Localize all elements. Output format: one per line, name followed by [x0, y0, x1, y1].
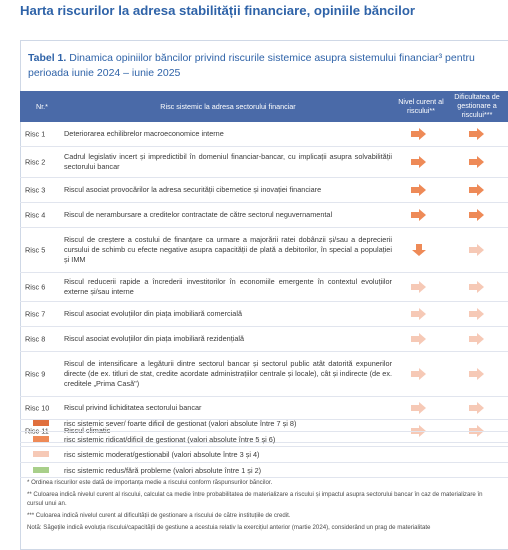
risk-description: Riscul asociat evoluțiilor din piața imobiliară comercială	[64, 309, 243, 318]
current-level-arrow-icon	[411, 281, 427, 293]
header-risk: Risc sistemic la adresa sectorului financiar	[160, 102, 296, 111]
table-caption	[28, 51, 500, 81]
risk-description: Riscul de creștere a costului de finanțare ca urmare a majorării ratei dobânzii și/sau a deprecierii cursului de schimb cu efecte negative asupra capacității de plată a debitorilor, în special a populației și IMM	[64, 235, 392, 264]
management-difficulty-arrow-icon	[469, 333, 485, 345]
legend-swatch	[33, 467, 49, 473]
management-difficulty-arrow-icon	[469, 368, 485, 380]
table-notes	[27, 478, 497, 535]
table-row	[20, 122, 508, 147]
risk-id: Risc 3	[25, 185, 46, 195]
risk-description: Riscul de intensificare a legăturii dintre sectorul bancar și sectorul public atât datorită expunerilor directe (de ex. titluri de stat, credite acordate administrațiilor centrale și locale), cât și indirecte (de ex. creditele „Prima Casă")	[64, 359, 392, 388]
current-level-arrow-icon	[411, 368, 427, 380]
risk-id: Risc 9	[25, 369, 46, 379]
table-row	[20, 178, 508, 203]
management-difficulty-arrow-icon	[469, 308, 485, 320]
risk-id: Risc 6	[25, 282, 46, 292]
current-level-arrow-icon	[411, 308, 427, 320]
header-current-level: Nivel curent al riscului**	[398, 97, 444, 115]
table-caption-text: Dinamica opiniilor băncilor privind riscurile sistemice asupra sistemului financiar³ pentru perioada iunie 2024 – iunie 2025	[28, 52, 475, 79]
risk-description: Riscul climatic	[64, 426, 111, 435]
table-caption-label: Tabel 1.	[28, 52, 67, 64]
risk-description: Riscul de nerambursare a creditelor contractate de către sectorul neguvernamental	[64, 210, 333, 219]
table-row	[20, 327, 508, 352]
current-level-arrow-icon	[411, 209, 427, 221]
management-difficulty-arrow-icon	[469, 281, 485, 293]
current-level-arrow-icon	[411, 128, 427, 140]
header-nr: Nr.*	[36, 102, 48, 111]
legend-item	[20, 463, 508, 479]
risk-description: Riscul asociat evoluțiilor din piața imobiliară rezidențială	[64, 334, 245, 343]
risk-description: Riscul privind lichiditatea sectorului bancar	[64, 403, 202, 412]
legend-swatch	[33, 451, 49, 457]
legend-item	[20, 447, 508, 463]
footnote: ** Culoarea indică nivelul curent al riscului, calculat ca medie între probabilitatea de materializare a riscului și impactul asupra sectorului bancar în caz de materializare în cursul unui an.	[27, 491, 483, 507]
risk-description: Cadrul legislativ incert și impredictibil în domeniul financiar-bancar, cu implicații asupra solvabilității sectorului bancar	[64, 152, 392, 171]
risk-id: Risc 8	[25, 334, 46, 344]
legend-item	[20, 432, 508, 448]
legend-item	[20, 416, 508, 432]
legend-label: risc sistemic moderat/gestionabil (valori absolute între 3 și 4)	[64, 450, 260, 459]
header-management-difficulty: Dificultatea de gestionare a riscului***	[454, 92, 500, 119]
risk-id: Risc 11	[25, 426, 49, 436]
risk-description: Riscul reducerii rapide a încrederii investitorilor în economiile emergente în contextul evoluțiilor externe și/sau interne	[64, 277, 392, 296]
table-row	[20, 352, 508, 397]
page-title: Harta riscurilor la adresa stabilității financiare, opiniile băncilor	[20, 3, 416, 18]
risk-id: Risc 10	[25, 403, 50, 413]
risk-table-body	[20, 122, 508, 443]
legend-swatch	[33, 436, 49, 442]
table-row	[20, 203, 508, 228]
risk-description: Riscul asociat provocărilor la adresa securității cibernetice și inovației financiare	[64, 185, 322, 194]
current-level-arrow-icon	[411, 156, 427, 168]
legend-swatch	[33, 420, 49, 426]
legend-label: risc sistemic redus/fără probleme (valori absolute între 1 și 2)	[64, 465, 262, 475]
management-difficulty-arrow-icon	[469, 244, 485, 256]
risk-id: Risc 4	[25, 210, 46, 220]
table-row	[20, 302, 508, 327]
footnote: Notă: Săgețile indică evoluția riscului/capacității de gestiune a acestuia relativ la exercițiul anterior (martie 2024), considerând un prag de materialitate	[27, 524, 431, 531]
management-difficulty-arrow-icon	[469, 184, 485, 196]
legend	[20, 416, 508, 478]
footnote: *** Culoarea indică nivelul curent al dificultății de gestionare a riscului de către instituțiile de credit.	[27, 512, 291, 519]
table-row	[20, 147, 508, 178]
table-row	[20, 228, 508, 273]
management-difficulty-arrow-icon	[469, 209, 485, 221]
management-difficulty-arrow-icon	[469, 402, 485, 414]
legend-label: risc sistemic ridicat/dificil de gestionat (valori absolute între 5 și 6)	[64, 434, 276, 444]
current-level-arrow-icon	[411, 402, 427, 414]
table-row	[20, 273, 508, 302]
current-level-arrow-icon	[411, 184, 427, 196]
management-difficulty-arrow-icon	[469, 128, 485, 140]
current-level-arrow-icon	[411, 244, 427, 256]
table-header	[20, 91, 508, 122]
risk-description: Deteriorarea echilibrelor macroeconomice interne	[64, 129, 224, 138]
management-difficulty-arrow-icon	[469, 156, 485, 168]
footnote: * Ordinea riscurilor este dată de importanța medie a riscului conform răspunsurilor băncilor.	[27, 479, 273, 486]
risk-id: Risc 7	[25, 309, 46, 319]
risk-id: Risc 5	[25, 245, 46, 255]
current-level-arrow-icon	[411, 333, 427, 345]
legend-label: risc sistemic sever/ foarte dificil de gestionat (valori absolute între 7 și 8)	[64, 419, 297, 428]
risk-id: Risc 2	[25, 157, 46, 167]
risk-id: Risc 1	[25, 129, 46, 139]
